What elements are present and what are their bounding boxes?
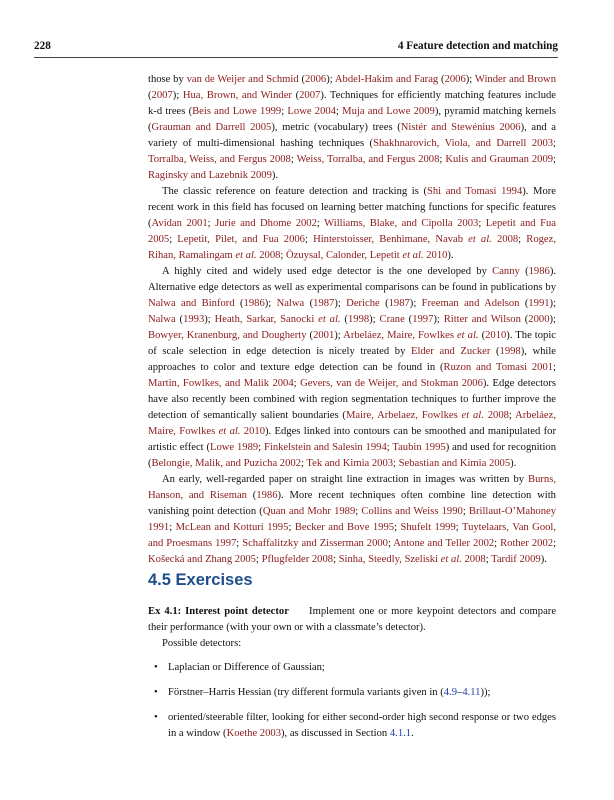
citation-link[interactable]: Gevers, van de Weijer, and Stokman 2006 — [300, 378, 483, 389]
list-item-text: Förstner–Harris Hessian (try different formula variants given in (4.9–4.11)); — [168, 687, 491, 698]
citation-link[interactable]: Shi and Tomasi 1994 — [426, 186, 523, 197]
paragraph: those by van de Weijer and Schmid (2006); Abdel-Hakim and Farag (2006); Winder and Brown (2007); Hua, Brown, and Winder (2007). Techniques for efficiently matching features include k-d trees (Beis and Lowe 1999; Lowe 2004; Muja and Lowe 2009), pyramid matching kernels (Grauman and Darrell 2005), metric (vocabulary) trees (Nistér and Stewénius 2006), and a variety of multi-dimensional hashing techniques (Shakhnarovich, Viola, and Darrell 2003; Torralba, Weiss, and Fergus 2008; Weiss, Torralba, and Fergus 2008; Kulis and Grauman 2009; Raginsky and Lazebnik 2009). — [148, 74, 556, 181]
citation-link[interactable]: Abdel-Hakim and Farag — [334, 74, 439, 85]
list-item-text: oriented/steerable filter, looking for either second-order high second response or two edges in a window (Koethe 2003), as discussed in Section 4.1.1. — [168, 712, 556, 739]
citation-link[interactable]: 2008 — [483, 410, 509, 421]
citation-link[interactable]: McLean and Kotturi 1995 — [175, 522, 289, 533]
citation-link[interactable]: Elder and Zucker — [410, 346, 491, 357]
citation-link[interactable]: Weiss, Torralba, and Fergus 2008 — [296, 154, 440, 165]
citation-link[interactable]: Belongie, Malik, and Puzicha 2002 — [151, 458, 301, 469]
citation-link[interactable]: Koethe 2003 — [226, 728, 281, 739]
citation-link[interactable]: et al. — [402, 250, 424, 261]
citation-link[interactable]: Arbeláez, Maire, Fowlkes — [343, 330, 457, 341]
citation-link[interactable]: 2008 — [256, 250, 281, 261]
citation-link[interactable]: Ritter and Wilson — [443, 314, 521, 325]
citation-link[interactable]: Shakhnarovich, Viola, and Darrell 2003 — [373, 138, 554, 149]
bullet-icon: • — [154, 687, 158, 698]
citation-link[interactable]: Williams, Blake, and Cipolla 2003 — [324, 218, 479, 229]
list-item — [148, 685, 556, 701]
cross-reference-link[interactable]: 4.9 — [443, 687, 458, 698]
citation-link[interactable]: Burns, Hanson, and Riseman — [148, 474, 556, 501]
citation-link[interactable]: et al. — [218, 426, 241, 437]
citation-link[interactable]: Sinha, Steedly, Szeliski — [338, 554, 441, 565]
exercise-spacer — [293, 606, 305, 617]
citation-link[interactable]: 1986 — [243, 298, 265, 309]
citation-link[interactable]: 1987 — [388, 298, 410, 309]
citation-link[interactable]: Crane — [379, 314, 405, 325]
citation-link[interactable]: Kulis and Grauman 2009 — [445, 154, 554, 165]
section-heading: 4.5 Exercises — [148, 571, 253, 589]
citation-link[interactable]: Tuytelaars, Van Gool, and Proesmans 1997 — [148, 522, 557, 549]
citation-link[interactable]: Arbeláez, Maire, Fowlkes — [148, 410, 556, 437]
page-number: 228 — [34, 40, 51, 52]
citation-link[interactable]: 2010 — [423, 250, 448, 261]
body-text — [148, 72, 556, 568]
citation-link[interactable]: Brillaut-O’Mahoney 1991 — [148, 506, 557, 533]
citation-link[interactable]: Beis and Lowe 1999 — [192, 106, 282, 117]
list-item-text: Laplacian or Difference of Gaussian; — [168, 662, 325, 673]
citation-link[interactable]: Nalwa and Binford — [148, 298, 235, 309]
citation-link[interactable]: Taubin 1995 — [392, 442, 446, 453]
citation-link[interactable]: Grauman and Darrell 2005 — [151, 122, 272, 133]
citation-link[interactable]: Nalwa — [148, 314, 176, 325]
citation-link[interactable]: et al. — [461, 410, 484, 421]
citation-link[interactable]: 2006 — [444, 74, 466, 85]
citation-link[interactable]: Shufelt 1999 — [400, 522, 456, 533]
paragraph: The classic reference on feature detection and tracking is (Shi and Tomasi 1994). More recent work in this field has focused on learning better matching functions for specific features (Avidan 2001; Jurie and Dhome 2002; Williams, Blake, and Cipolla 2003; Lepetit and Fua 2005; Lepetit, Pilet, and Fua 2006; Hinterstoisser, Benhimane, Navab et al. 2008; Rogez, Rihan, Ramalingam et al. 2008; Özuysal, Calonder, Lepetit et al. 2010). — [148, 186, 556, 261]
citation-link[interactable]: Sebastian and Kimia 2005 — [398, 458, 511, 469]
citation-link[interactable]: et al. — [235, 250, 257, 261]
citation-link[interactable]: Finkelstein and Salesin 1994 — [263, 442, 387, 453]
citation-link[interactable]: Canny — [492, 266, 520, 277]
citation-link[interactable]: Ruzon and Tomasi 2001 — [443, 362, 554, 373]
exercise — [148, 604, 556, 751]
citation-link[interactable]: Özuysal, Calonder, Lepetit — [286, 250, 403, 261]
bullet-icon: • — [154, 662, 158, 673]
citation-link[interactable]: Lowe 2004 — [287, 106, 336, 117]
cross-reference-link[interactable]: 4.1.1 — [389, 728, 412, 739]
citation-link[interactable]: Raginsky and Lazebnik 2009 — [148, 170, 272, 181]
citation-link[interactable]: 1998 — [499, 346, 521, 357]
citation-link[interactable]: 2008 — [491, 234, 519, 245]
citation-link[interactable]: 2001 — [313, 330, 335, 341]
citation-link[interactable]: 2006 — [305, 74, 327, 85]
cross-reference-link[interactable]: 4.11 — [462, 687, 481, 698]
detector-list — [148, 660, 556, 742]
citation-link[interactable]: 1997 — [412, 314, 434, 325]
citation-link[interactable]: Lepetit, Pilet, and Fua 2006 — [177, 234, 305, 245]
paragraph: A highly cited and widely used edge detector is the one developed by Canny (1986). Alternative edge detectors as well as experimental comparisons can be found in publications by Nalwa and Binford (1986); Nalwa (1987); Deriche (1987); Freeman and Adelson (1991); Nalwa (1993); Heath, Sarkar, Sanocki et al. (1998); Crane (1997); Ritter and Wilson (2000); Bowyer, Kranenburg, and Dougherty (2001); Arbeláez, Maire, Fowlkes et al. (2010). The topic of scale selection in edge detection is nicely treated by Elder and Zucker (1998), while approaches to color and texture edge detection can be found in (Ruzon and Tomasi 2001; Martin, Fowlkes, and Malik 2004; Gevers, van de Weijer, and Stokman 2006). Edge detectors have also recently been combined with region segmentation techniques to further improve the detection of semantically salient boundaries (Maire, Arbelaez, Fowlkes et al. 2008; Arbeláez, Maire, Fowlkes et al. 2010). Edges linked into contours can be smoothed and manipulated for artistic effect (Lowe 1989; Finkelstein and Salesin 1994; Taubin 1995) and used for recognition (Belongie, Malik, and Puzicha 2002; Tek and Kimia 2003; Sebastian and Kimia 2005). — [148, 266, 557, 469]
citation-link[interactable]: et al. — [440, 554, 462, 565]
citation-link[interactable]: Collins and Weiss 1990 — [361, 506, 463, 517]
citation-link[interactable]: et al. — [468, 234, 492, 245]
citation-link[interactable]: Deriche — [346, 298, 380, 309]
citation-link[interactable]: Bowyer, Kranenburg, and Dougherty — [148, 330, 307, 341]
running-title: 4 Feature detection and matching — [397, 40, 558, 52]
citation-link[interactable]: et al. — [456, 330, 479, 341]
citation-link[interactable]: 1986 — [528, 266, 550, 277]
exercise-label: Ex 4.1: Interest point detector — [148, 606, 289, 617]
citation-link[interactable]: Freeman and Adelson — [421, 298, 520, 309]
citation-link[interactable]: Lepetit and Fua 2005 — [148, 218, 556, 245]
citation-link[interactable]: Tardif 2009 — [491, 554, 541, 565]
page-header — [34, 40, 558, 56]
citation-link[interactable]: Jurie and Dhome 2002 — [215, 218, 317, 229]
citation-link[interactable]: Rother 2002 — [500, 538, 554, 549]
citation-link[interactable]: 1991 — [528, 298, 550, 309]
citation-link[interactable]: Hinterstoisser, Benhimane, Navab — [313, 234, 469, 245]
citation-link[interactable]: Pflugfelder 2008 — [261, 554, 334, 565]
citation-link[interactable]: Maire, Arbelaez, Fowlkes — [345, 410, 462, 421]
citation-link[interactable]: Hua, Brown, and Winder — [182, 90, 292, 101]
citation-link[interactable]: 2000 — [528, 314, 550, 325]
citation-link[interactable]: Nistér and Stewénius 2006 — [400, 122, 521, 133]
citation-link[interactable]: Winder and Brown — [474, 74, 556, 85]
citation-link[interactable]: 1993 — [183, 314, 205, 325]
citation-link[interactable]: 1998 — [347, 314, 370, 325]
list-item — [148, 660, 556, 676]
citation-link[interactable]: Rogez, Rihan, Ramalingam — [148, 234, 556, 261]
citation-link[interactable]: 2010 — [240, 426, 265, 437]
citation-link[interactable]: 2010 — [485, 330, 507, 341]
citation-link[interactable]: Quan and Mohr 1989 — [262, 506, 356, 517]
citation-link[interactable]: Nalwa — [276, 298, 305, 309]
citation-link[interactable]: Muja and Lowe 2009 — [342, 106, 435, 117]
citation-link[interactable]: Lowe 1989 — [210, 442, 259, 453]
list-item — [148, 710, 556, 742]
bullet-icon: • — [154, 712, 158, 723]
paragraph: An early, well-regarded paper on straight line extraction in images was written by Burns, Hanson, and Riseman (1986). More recent techniques often combine line detection with vanishing point detection (Quan and Mohr 1989; Collins and Weiss 1990; Brillaut-O’Mahoney 1991; McLean and Kotturi 1995; Becker and Bove 1995; Shufelt 1999; Tuytelaars, Van Gool, and Proesmans 1997; Schaffalitzky and Zisserman 2000; Antone and Teller 2002; Rother 2002; Košecká and Zhang 2005; Pflugfelder 2008; Sinha, Steedly, Szeliski et al. 2008; Tardif 2009). — [148, 474, 557, 565]
citation-link[interactable]: 2007 — [299, 90, 321, 101]
citation-link[interactable]: 2007 — [151, 90, 173, 101]
citation-link[interactable]: Martin, Fowlkes, and Malik 2004 — [148, 378, 294, 389]
citation-link[interactable]: van de Weijer and Schmid — [186, 74, 299, 85]
citation-link[interactable]: Košecká and Zhang 2005 — [148, 554, 256, 565]
possible-detectors: Possible detectors: — [162, 638, 242, 649]
header-rule — [34, 57, 558, 58]
citation-link[interactable]: Becker and Bove 1995 — [294, 522, 395, 533]
citation-link[interactable]: Tek and Kimia 2003 — [306, 458, 394, 469]
citation-link[interactable]: Schaffalitzky and Zisserman 2000 — [242, 538, 388, 549]
citation-link[interactable]: et al. — [318, 314, 341, 325]
citation-link[interactable]: 1986 — [256, 490, 278, 501]
citation-link[interactable]: Torralba, Weiss, and Fergus 2008 — [148, 154, 291, 165]
citation-link[interactable]: Antone and Teller 2002 — [393, 538, 495, 549]
exercise-text: Implement one or more keypoint detectors and compare their performance (with your own or with a classmate’s detector). — [148, 606, 557, 633]
citation-link[interactable]: Avidan 2001 — [151, 218, 208, 229]
citation-link[interactable]: 1987 — [313, 298, 335, 309]
citation-link[interactable]: 2008 — [461, 554, 486, 565]
citation-link[interactable]: Heath, Sarkar, Sanocki — [214, 314, 319, 325]
